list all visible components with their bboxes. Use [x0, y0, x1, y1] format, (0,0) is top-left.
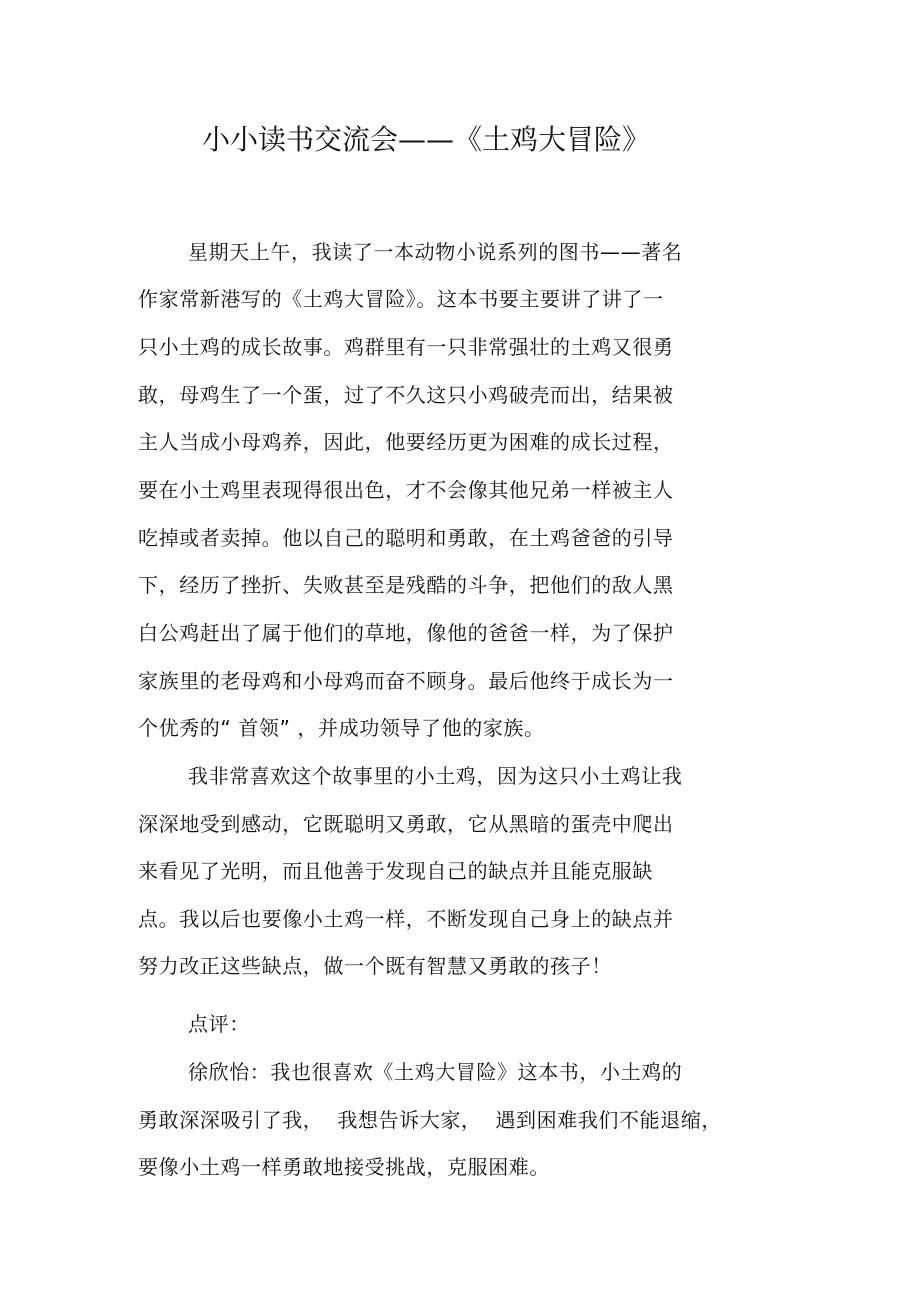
- paragraph-line: 要在小土鸡里表现得很出色，才不会像其他兄弟一样被主人: [138, 478, 674, 502]
- paragraph-line: 家族里的老母鸡和小母鸡而奋不顾身。最后他终于成长为一: [138, 669, 674, 693]
- paragraph-line: 星期天上午，我读了一本动物小说系列的图书——著名: [188, 240, 683, 264]
- paragraph-line: 主人当成小母鸡养，因此，他要经历更为困难的成长过程，: [138, 430, 674, 454]
- comment-line: 要像小土鸡一样勇敢地接受挑战，克服困难。: [138, 1155, 550, 1179]
- paragraph-line: 点。我以后也要像小土鸡一样，不断发现自己身上的缺点并: [138, 907, 674, 931]
- comment-line: 徐欣怡：我也很喜欢《土鸡大冒险》这本书，小土鸡的: [188, 1060, 683, 1084]
- paragraph-line: 只小土鸡的成长故事。鸡群里有一只非常强壮的土鸡又很勇: [138, 335, 674, 359]
- paragraph-line: 个优秀的“ 首领” ，并成功领导了他的家族。: [138, 716, 545, 740]
- document-title: 小小读书交流会——《土鸡大冒险》: [201, 123, 650, 156]
- paragraph-line: 来看见了光明，而且他善于发现自己的缺点并且能克服缺: [138, 859, 653, 883]
- paragraph-line: 我非常喜欢这个故事里的小土鸡，因为这只小土鸡让我: [188, 764, 683, 788]
- paragraph-line: 下，经历了挫折、失败甚至是残酷的斗争，把他们的敌人黑: [138, 573, 674, 597]
- comment-line: 勇敢深深吸引了我， 我想告诉大家， 遇到困难我们不能退缩，: [138, 1108, 723, 1132]
- paragraph-line: 努力改正这些缺点，做一个既有智慧又勇敢的孩子！: [138, 954, 612, 978]
- paragraph-line: 吃掉或者卖掉。他以自己的聪明和勇敢，在土鸡爸爸的引导: [138, 526, 674, 550]
- comment-heading: 点评：: [188, 1012, 250, 1036]
- paragraph-line: 白公鸡赶出了属于他们的草地，像他的爸爸一样，为了保护: [138, 621, 674, 645]
- paragraph-line: 敢，母鸡生了一个蛋，过了不久这只小鸡破壳而出，结果被: [138, 383, 674, 407]
- paragraph-line: 作家常新港写的《土鸡大冒险》。这本书要主要讲了讲了一: [138, 287, 664, 311]
- paragraph-line: 深深地受到感动，它既聪明又勇敢，它从黑暗的蛋壳中爬出: [138, 812, 674, 836]
